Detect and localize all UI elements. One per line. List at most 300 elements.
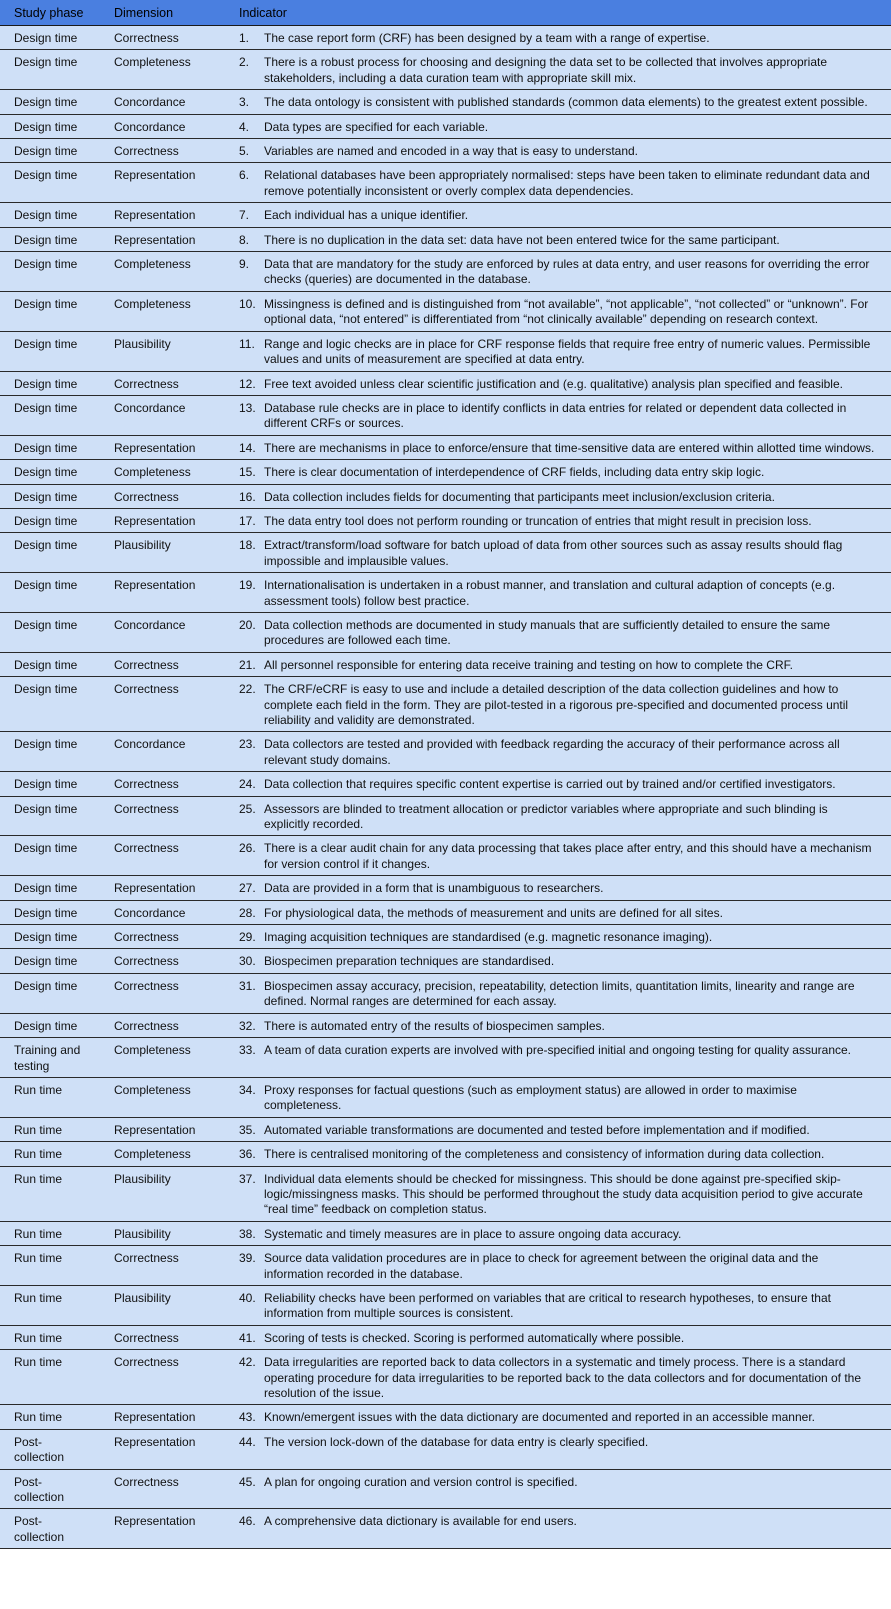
indicator-cell — [225, 50, 891, 90]
study-phase-cell: Design time — [0, 139, 100, 163]
dimension-cell: Completeness — [100, 50, 225, 90]
indicator-text: Internationalisation is undertaken in a robust manner, and translation and cultural adaption of concepts (e.g. assessment tools) follow best practice. — [264, 578, 836, 608]
indicator-text: Biospecimen preparation techniques are standardised. — [264, 954, 555, 969]
indicator-text: Extract/transform/load software for batch upload of data from other sources such as assay results should flag impossible and implausible values. — [264, 538, 843, 568]
indicator-text: Free text avoided unless clear scientific justification and (e.g. qualitative) analysis plan specified and feasible. — [264, 376, 843, 391]
table-row — [0, 612, 891, 652]
dimension-cell: Concordance — [100, 395, 225, 435]
indicator-cell — [225, 1077, 891, 1117]
table-row — [0, 573, 891, 613]
indicator-text: Automated variable transformations are documented and tested before implementation and if modified. — [264, 1122, 810, 1137]
table-body — [0, 26, 891, 1549]
indicator-content — [239, 979, 881, 1010]
indicator-content — [239, 465, 881, 480]
indicator-text: Individual data elements should be checked for missingness. This should be done against pre-specified skip-logic/missingness masks. This should be performed throughout the study data acquisition period to give accurate “real time” feedback on completion status. — [264, 1171, 863, 1217]
study-phase-cell: Design time — [0, 900, 100, 924]
table-row — [0, 90, 891, 114]
dimension-cell: Concordance — [100, 90, 225, 114]
dimension-cell: Correctness — [100, 26, 225, 50]
indicator-cell — [225, 1429, 891, 1469]
table-row — [0, 973, 891, 1013]
dimension-cell: Representation — [100, 1509, 225, 1549]
indicator-content — [239, 95, 881, 110]
indicator-number: 40. — [239, 1290, 256, 1305]
indicator-number: 32. — [239, 1018, 256, 1033]
indicator-content — [239, 401, 881, 432]
indicator-number: 29. — [239, 930, 256, 945]
dimension-cell: Correctness — [100, 371, 225, 395]
indicator-number: 5. — [239, 144, 250, 159]
indicator-content — [239, 144, 881, 159]
table-row — [0, 677, 891, 732]
study-phase-cell: Run time — [0, 1246, 100, 1286]
study-phase-cell: Design time — [0, 949, 100, 973]
indicator-number: 24. — [239, 777, 256, 792]
indicator-text: Biospecimen assay accuracy, precision, repeatability, detection limits, quantitation limits, linearity and range are defined. Normal ranges are determined for each assay. — [264, 978, 855, 1009]
dimension-cell: Completeness — [100, 460, 225, 484]
study-phase-cell: Design time — [0, 484, 100, 508]
indicator-text: Data that are mandatory for the study are enforced by rules at data entry, and user reasons for overriding the error checks (queries) are documented in the database. — [264, 257, 870, 287]
table-row — [0, 1325, 891, 1349]
indicator-content — [239, 337, 881, 368]
indicator-number: 3. — [239, 95, 250, 110]
header-dimension: Dimension — [100, 0, 225, 26]
study-phase-cell: Design time — [0, 533, 100, 573]
indicator-text: Data irregularities are reported back to data collectors in a systematic and timely process. There is a standard operating procedure for data irregularities to be reported back to the data collectors and for documentation of the resolution of the issue. — [264, 1355, 862, 1400]
indicator-cell — [225, 395, 891, 435]
indicator-text: There is clear documentation of interdependence of CRF fields, including data entry skip logic. — [264, 465, 765, 480]
study-phase-cell: Run time — [0, 1285, 100, 1325]
indicator-content — [239, 297, 881, 328]
table-row — [0, 1350, 891, 1405]
table-row — [0, 1013, 891, 1037]
indicator-content — [239, 257, 881, 288]
indicator-cell — [225, 1469, 891, 1509]
indicator-text: Proxy responses for factual questions (such as employment status) are allowed in order to maximise completeness. — [264, 1082, 797, 1113]
indicator-number: 18. — [239, 538, 256, 553]
dimension-cell: Completeness — [100, 1077, 225, 1117]
indicator-cell — [225, 460, 891, 484]
indicator-text: Data collectors are tested and provided with feedback regarding the accuracy of their performance across all relevant study domains. — [264, 737, 840, 767]
indicator-number: 33. — [239, 1043, 256, 1058]
indicator-content — [239, 881, 881, 896]
indicator-content — [239, 682, 881, 728]
indicator-number: 41. — [239, 1330, 256, 1345]
study-phase-cell: Run time — [0, 1142, 100, 1166]
study-phase-cell: Design time — [0, 331, 100, 371]
table-row — [0, 163, 891, 203]
indicator-cell — [225, 1038, 891, 1078]
indicator-content — [239, 1147, 881, 1162]
study-phase-cell: Run time — [0, 1077, 100, 1117]
indicator-number: 16. — [239, 489, 256, 504]
study-phase-cell: Post-collection — [0, 1469, 100, 1509]
table-row — [0, 652, 891, 676]
indicator-number: 22. — [239, 682, 256, 697]
study-phase-cell: Design time — [0, 460, 100, 484]
indicator-number: 11. — [239, 336, 255, 351]
study-phase-cell: Run time — [0, 1405, 100, 1429]
dimension-cell: Plausibility — [100, 1285, 225, 1325]
indicator-number: 19. — [239, 578, 256, 593]
indicator-cell — [225, 1117, 891, 1141]
indicator-content — [239, 841, 881, 872]
indicator-text: There is automated entry of the results of biospecimen samples. — [264, 1018, 605, 1033]
study-phase-cell: Design time — [0, 114, 100, 138]
indicator-content — [239, 954, 881, 969]
table-row — [0, 252, 891, 292]
indicator-text: Data are provided in a form that is unambiguous to researchers. — [264, 881, 604, 896]
indicator-cell — [225, 291, 891, 331]
table-row — [0, 50, 891, 90]
study-phase-cell: Run time — [0, 1350, 100, 1405]
table-row — [0, 435, 891, 459]
indicator-number: 27. — [239, 881, 256, 896]
indicator-number: 20. — [239, 617, 256, 632]
indicator-content — [239, 1435, 881, 1450]
indicator-content — [239, 1123, 881, 1138]
indicator-number: 7. — [239, 208, 250, 223]
table-row — [0, 1405, 891, 1429]
dimension-cell: Concordance — [100, 114, 225, 138]
indicator-content — [239, 377, 881, 392]
indicator-number: 37. — [239, 1171, 256, 1186]
indicator-number: 46. — [239, 1514, 256, 1529]
study-phase-cell: Post-collection — [0, 1429, 100, 1469]
table-row — [0, 732, 891, 772]
indicator-content — [239, 1083, 881, 1114]
indicator-cell — [225, 139, 891, 163]
study-phase-cell: Design time — [0, 796, 100, 836]
study-phase-cell: Design time — [0, 677, 100, 732]
indicator-text: There is a robust process for choosing and designing the data set to be collected that involves appropriate stakeholders, including a data curation team with appropriate skill mix. — [264, 55, 828, 85]
indicator-text: The data entry tool does not perform rounding or truncation of entries that might result in precision loss. — [264, 513, 812, 528]
indicator-cell — [225, 652, 891, 676]
indicator-number: 15. — [239, 465, 256, 480]
indicator-content — [239, 55, 881, 86]
study-phase-cell: Design time — [0, 732, 100, 772]
indicator-number: 36. — [239, 1147, 256, 1162]
table-row — [0, 900, 891, 924]
dimension-cell: Correctness — [100, 1325, 225, 1349]
indicator-text: Database rule checks are in place to identify conflicts in data entries for related or dependent data collected in different CRFs or sources. — [264, 400, 847, 431]
indicator-text: The case report form (CRF) has been designed by a team with a range of expertise. — [264, 31, 710, 45]
indicator-cell — [225, 677, 891, 732]
indicator-text: The version lock-down of the database for data entry is clearly specified. — [264, 1434, 649, 1449]
indicator-number: 9. — [239, 257, 250, 272]
dimension-cell: Correctness — [100, 1013, 225, 1037]
study-phase-cell: Design time — [0, 227, 100, 251]
table-row — [0, 139, 891, 163]
dimension-cell: Concordance — [100, 900, 225, 924]
study-phase-cell: Run time — [0, 1325, 100, 1349]
indicator-number: 43. — [239, 1410, 256, 1425]
dimension-cell: Correctness — [100, 973, 225, 1013]
study-phase-cell: Design time — [0, 925, 100, 949]
indicator-text: Data collection includes fields for documenting that participants meet inclusion/exclusion criteria. — [264, 489, 775, 504]
dimension-cell: Representation — [100, 1429, 225, 1469]
table-row — [0, 836, 891, 876]
dimension-cell: Correctness — [100, 836, 225, 876]
indicator-text: All personnel responsible for entering data receive training and testing on how to complete the CRF. — [264, 657, 793, 672]
indicator-cell — [225, 1166, 891, 1221]
indicator-cell — [225, 1405, 891, 1429]
indicator-text: A comprehensive data dictionary is available for end users. — [264, 1514, 577, 1529]
table-row — [0, 533, 891, 573]
study-phase-cell: Design time — [0, 163, 100, 203]
table-row — [0, 949, 891, 973]
indicator-cell — [225, 508, 891, 532]
header-indicator: Indicator — [225, 0, 891, 26]
indicator-number: 45. — [239, 1474, 256, 1489]
table-row — [0, 1469, 891, 1509]
study-phase-cell: Run time — [0, 1221, 100, 1245]
indicator-content — [239, 120, 881, 135]
table-row — [0, 26, 891, 50]
study-phase-cell: Design time — [0, 50, 100, 90]
indicator-number: 23. — [239, 737, 256, 752]
indicator-content — [239, 578, 881, 609]
study-phase-cell: Design time — [0, 573, 100, 613]
indicator-cell — [225, 772, 891, 796]
indicator-content — [239, 1410, 881, 1425]
indicator-text: Range and logic checks are in place for CRF response fields that require free entry of numeric values. Permissible values and units of measurement are specified at data entry. — [264, 336, 871, 367]
dimension-cell: Representation — [100, 1117, 225, 1141]
header-study-phase: Study phase — [0, 0, 100, 26]
study-phase-cell: Design time — [0, 371, 100, 395]
indicator-cell — [225, 331, 891, 371]
indicator-content — [239, 1331, 881, 1346]
indicator-content — [239, 658, 881, 673]
indicator-content — [239, 737, 881, 768]
indicator-content — [239, 514, 881, 529]
indicator-text: Reliability checks have been performed on variables that are critical to research hypotheses, to ensure that information from multiple sources is consistent. — [264, 1290, 831, 1321]
indicator-number: 4. — [239, 119, 250, 134]
dimension-cell: Plausibility — [100, 1166, 225, 1221]
indicator-content — [239, 233, 881, 248]
indicator-content — [239, 490, 881, 505]
indicator-number: 44. — [239, 1434, 256, 1449]
indicator-cell — [225, 732, 891, 772]
study-phase-cell: Design time — [0, 26, 100, 50]
dimension-cell: Correctness — [100, 772, 225, 796]
indicator-number: 1. — [239, 31, 250, 45]
indicator-cell — [225, 573, 891, 613]
indicator-text: Data types are specified for each variable. — [264, 119, 489, 134]
study-phase-cell: Design time — [0, 1013, 100, 1037]
indicator-number: 35. — [239, 1122, 256, 1137]
dimension-cell: Correctness — [100, 949, 225, 973]
indicator-content — [239, 538, 881, 569]
table-row — [0, 203, 891, 227]
indicator-number: 34. — [239, 1082, 256, 1097]
table-row — [0, 484, 891, 508]
table-row — [0, 772, 891, 796]
study-phase-cell: Design time — [0, 772, 100, 796]
indicator-number: 31. — [239, 978, 256, 993]
table-row — [0, 876, 891, 900]
indicator-number: 30. — [239, 954, 256, 969]
table-row — [0, 395, 891, 435]
indicator-number: 42. — [239, 1355, 256, 1370]
dimension-cell: Correctness — [100, 677, 225, 732]
indicator-text: Each individual has a unique identifier. — [264, 208, 469, 223]
indicator-cell — [225, 973, 891, 1013]
indicator-cell — [225, 836, 891, 876]
dimension-cell: Plausibility — [100, 1221, 225, 1245]
indicator-number: 6. — [239, 168, 250, 183]
dimension-cell: Representation — [100, 163, 225, 203]
table-row — [0, 1246, 891, 1286]
indicator-number: 26. — [239, 841, 256, 856]
indicator-cell — [225, 1350, 891, 1405]
indicator-text: There is a clear audit chain for any data processing that takes place after entry, and this should have a mechanism for version control if it changes. — [264, 841, 872, 871]
dimension-cell: Completeness — [100, 291, 225, 331]
indicator-content — [239, 1514, 881, 1529]
indicator-text: There is no duplication in the data set: data have not been entered twice for the same participant. — [264, 232, 780, 247]
dimension-cell: Representation — [100, 203, 225, 227]
indicator-text: Systematic and timely measures are in place to assure ongoing data accuracy. — [264, 1226, 682, 1241]
indicator-text: Source data validation procedures are in place to check for agreement between the original data and the information recorded in the database. — [264, 1251, 819, 1281]
indicator-content — [239, 168, 881, 199]
indicator-cell — [225, 484, 891, 508]
indicator-text: Known/emergent issues with the data dictionary are documented and reported in an accessible manner. — [264, 1410, 815, 1425]
indicator-cell — [225, 796, 891, 836]
indicator-text: A plan for ongoing curation and version control is specified. — [264, 1474, 578, 1489]
indicator-number: 21. — [239, 657, 256, 672]
dimension-cell: Representation — [100, 435, 225, 459]
indicator-content — [239, 906, 881, 921]
table-row — [0, 1142, 891, 1166]
indicator-number: 28. — [239, 905, 256, 920]
indicator-cell — [225, 435, 891, 459]
table-row — [0, 1285, 891, 1325]
dimension-cell: Representation — [100, 876, 225, 900]
indicator-number: 8. — [239, 232, 250, 247]
indicator-cell — [225, 533, 891, 573]
dimension-cell: Correctness — [100, 1350, 225, 1405]
dimension-cell: Correctness — [100, 652, 225, 676]
indicator-content — [239, 441, 881, 456]
indicator-text: Missingness is defined and is distinguished from “not available”, “not applicable”, “not collected” or “unknown”. For optional data, “not entered” is differentiated from “not clinically available” depending on research context. — [264, 296, 869, 327]
indicator-number: 25. — [239, 801, 256, 816]
table-row — [0, 508, 891, 532]
indicator-cell — [225, 1142, 891, 1166]
indicator-text: There are mechanisms in place to enforce/ensure that time-sensitive data are entered within allotted time windows. — [264, 440, 875, 455]
dimension-cell: Correctness — [100, 925, 225, 949]
indicator-number: 38. — [239, 1226, 256, 1241]
indicator-content — [239, 208, 881, 223]
indicator-content — [239, 1291, 881, 1322]
indicator-number: 12. — [239, 376, 256, 391]
study-phase-cell: Design time — [0, 395, 100, 435]
indicator-number: 13. — [239, 400, 256, 415]
study-phase-cell: Design time — [0, 652, 100, 676]
study-phase-cell: Design time — [0, 508, 100, 532]
indicator-number: 14. — [239, 440, 256, 455]
indicator-number: 39. — [239, 1251, 256, 1266]
dimension-cell: Representation — [100, 227, 225, 251]
study-phase-cell: Design time — [0, 90, 100, 114]
table-row — [0, 331, 891, 371]
table-row — [0, 1038, 891, 1078]
table-row — [0, 1077, 891, 1117]
indicator-cell — [225, 227, 891, 251]
dimension-cell: Representation — [100, 573, 225, 613]
indicator-cell — [225, 90, 891, 114]
indicator-content — [239, 802, 881, 833]
dimension-cell: Correctness — [100, 139, 225, 163]
indicator-cell — [225, 26, 891, 50]
indicator-content — [239, 930, 881, 945]
study-phase-cell: Training and testing — [0, 1038, 100, 1078]
indicator-cell — [225, 1285, 891, 1325]
table-row — [0, 114, 891, 138]
dimension-cell: Plausibility — [100, 533, 225, 573]
indicator-text: There is centralised monitoring of the completeness and consistency of information during data collection. — [264, 1147, 825, 1162]
table-row — [0, 227, 891, 251]
dimension-cell: Concordance — [100, 612, 225, 652]
indicator-cell — [225, 371, 891, 395]
indicator-number: 2. — [239, 55, 250, 70]
study-phase-cell: Design time — [0, 973, 100, 1013]
indicator-text: For physiological data, the methods of measurement and units are defined for all sites. — [264, 905, 723, 920]
indicator-content — [239, 1251, 881, 1282]
indicator-content — [239, 1355, 881, 1401]
indicator-cell — [225, 1013, 891, 1037]
study-phase-cell: Design time — [0, 203, 100, 227]
indicator-text: A team of data curation experts are involved with pre-specified initial and ongoing testing for quality assurance. — [264, 1043, 852, 1058]
study-phase-cell: Run time — [0, 1117, 100, 1141]
table-row — [0, 371, 891, 395]
dimension-cell: Correctness — [100, 484, 225, 508]
indicator-cell — [225, 163, 891, 203]
indicator-text: Relational databases have been appropriately normalised: steps have been taken to eliminate redundant data and remove potentially inconsistent or overly complex data dependencies. — [264, 168, 870, 198]
dimension-cell: Completeness — [100, 1142, 225, 1166]
table-row — [0, 925, 891, 949]
indicator-text: Scoring of tests is checked. Scoring is performed automatically where possible. — [264, 1330, 685, 1345]
study-phase-cell: Design time — [0, 252, 100, 292]
table-row — [0, 1429, 891, 1469]
indicator-cell — [225, 900, 891, 924]
study-phase-cell: Design time — [0, 291, 100, 331]
table-row — [0, 1221, 891, 1245]
indicator-content — [239, 1227, 881, 1242]
table-row — [0, 291, 891, 331]
indicator-text: Imaging acquisition techniques are standardised (e.g. magnetic resonance imaging). — [264, 930, 713, 945]
dimension-cell: Completeness — [100, 1038, 225, 1078]
indicator-content — [239, 777, 881, 792]
indicator-cell — [225, 1221, 891, 1245]
dimension-cell: Representation — [100, 1405, 225, 1429]
dimension-cell: Correctness — [100, 1246, 225, 1286]
indicator-cell — [225, 925, 891, 949]
indicator-text: The data ontology is consistent with published standards (common data elements) to the greatest extent possible. — [264, 95, 868, 110]
indicator-text: Assessors are blinded to treatment allocation or predictor variables where appropriate and such blinding is explicitly recorded. — [264, 801, 828, 832]
indicator-cell — [225, 252, 891, 292]
study-phase-cell: Design time — [0, 612, 100, 652]
indicator-text: Data collection methods are documented in study manuals that are sufficiently detailed to ensure the same procedures are followed each time. — [264, 617, 831, 648]
indicator-cell — [225, 1325, 891, 1349]
table-row — [0, 1509, 891, 1549]
indicator-content — [239, 1043, 881, 1058]
dimension-cell: Concordance — [100, 732, 225, 772]
indicator-text: Data collection that requires specific content expertise is carried out by trained and/or certified investigators. — [264, 777, 836, 792]
table-row — [0, 460, 891, 484]
study-phase-cell: Post-collection — [0, 1509, 100, 1549]
indicator-cell — [225, 1509, 891, 1549]
indicator-cell — [225, 1246, 891, 1286]
